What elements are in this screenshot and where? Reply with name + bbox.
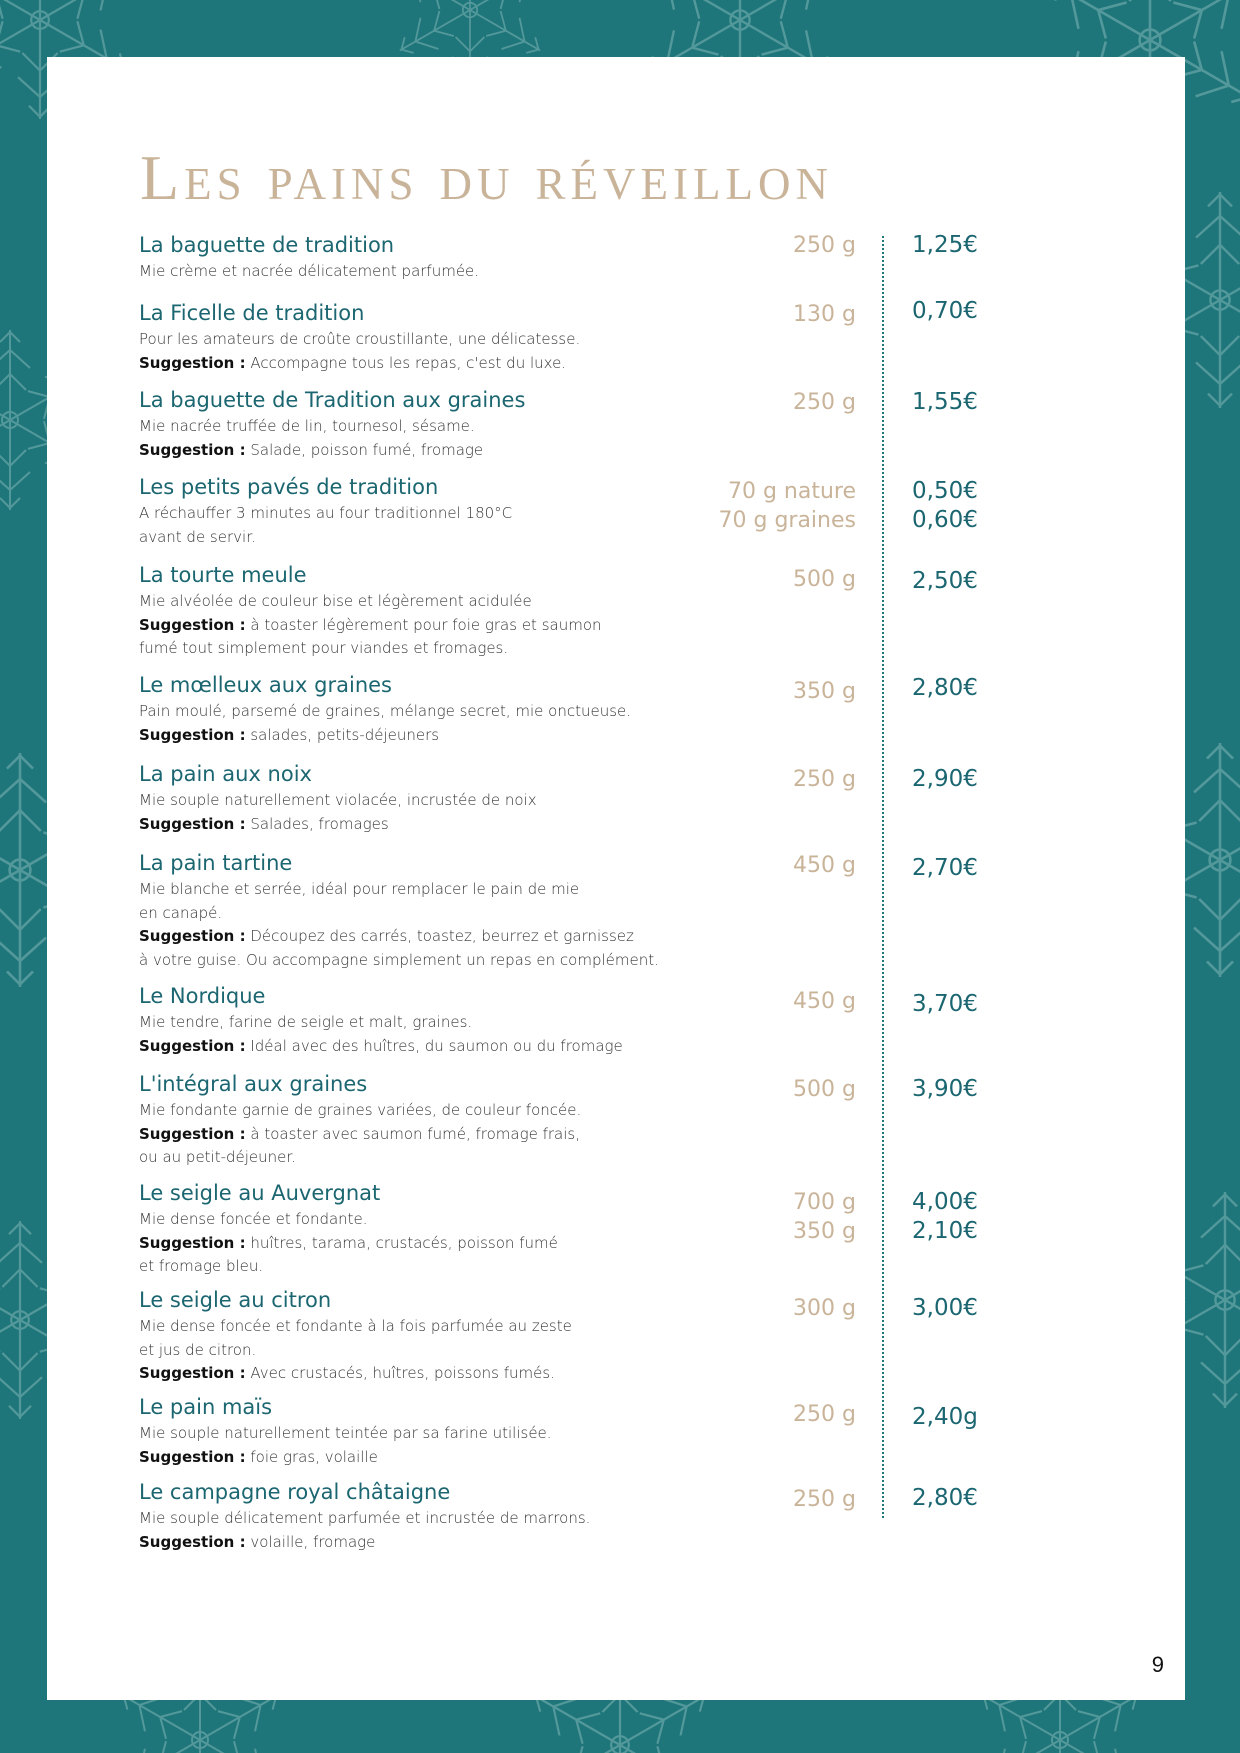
item-description-line bbox=[139, 328, 859, 352]
item-weight: 300 g bbox=[793, 1296, 856, 1321]
description-text: fumé tout simplement pour viandes et fromages. bbox=[139, 639, 509, 657]
description-text: avant de servir. bbox=[139, 527, 256, 546]
menu-item bbox=[139, 761, 859, 836]
page-title: Les pains du réveillon bbox=[140, 142, 833, 213]
item-price: 2,80€ bbox=[912, 1485, 978, 1511]
item-price: 3,90€ bbox=[912, 1076, 978, 1102]
description-text: Mie souple délicatement parfumée et incrustée de marrons. bbox=[139, 1509, 591, 1527]
item-price: 4,00€ bbox=[912, 1189, 978, 1215]
item-name: Le seigle au Auvergnat bbox=[139, 1181, 381, 1205]
description-text: à votre guise. Ou accompagne simplement un repas en complément. bbox=[139, 950, 659, 969]
description-text: Accompagne tous les repas, c'est du luxe. bbox=[250, 353, 567, 372]
item-description-line bbox=[139, 878, 859, 902]
menu-item bbox=[139, 232, 859, 284]
description-text: volaille, fromage bbox=[250, 1532, 376, 1551]
item-description-line bbox=[139, 614, 859, 638]
item-weights bbox=[793, 1294, 856, 1323]
item-description-line bbox=[139, 415, 859, 439]
description-text: Salade, poisson fumé, fromage bbox=[250, 440, 484, 459]
suggestion-label: Suggestion : bbox=[139, 814, 246, 833]
item-name: La pain aux noix bbox=[139, 762, 312, 786]
item-prices bbox=[912, 1188, 978, 1246]
description-text: Mie crème et nacrée délicatement parfumée. bbox=[139, 262, 480, 280]
item-name: Le Nordique bbox=[139, 984, 266, 1008]
description-text: Mie nacrée truffée de lin, tournesol, sésame. bbox=[139, 417, 475, 435]
item-price: 2,70€ bbox=[912, 855, 978, 881]
item-weight: 70 g nature bbox=[727, 479, 856, 504]
item-name: Les petits pavés de tradition bbox=[139, 475, 439, 499]
suggestion-label: Suggestion : bbox=[139, 1036, 246, 1055]
item-name: Le pain maïs bbox=[139, 1395, 273, 1419]
item-weight: 700 g bbox=[793, 1190, 856, 1215]
item-weights bbox=[793, 231, 856, 260]
item-prices bbox=[912, 297, 978, 326]
suggestion-label: Suggestion : bbox=[139, 725, 246, 744]
item-prices bbox=[912, 567, 978, 596]
suggestion-label: Suggestion : bbox=[139, 927, 246, 945]
item-prices bbox=[912, 1484, 978, 1513]
item-description-line bbox=[139, 1146, 859, 1170]
description-text: Découpez des carrés, toastez, beurrez et garnissez bbox=[250, 927, 634, 945]
item-name: La baguette de tradition bbox=[139, 233, 395, 257]
item-weight: 250 g bbox=[793, 390, 856, 415]
suggestion-label: Suggestion : bbox=[139, 353, 246, 372]
item-prices bbox=[912, 231, 978, 260]
item-weights bbox=[793, 677, 856, 706]
item-description-line bbox=[139, 700, 859, 724]
menu-item bbox=[139, 300, 859, 375]
item-price: 2,90€ bbox=[912, 766, 978, 792]
suggestion-label: Suggestion : bbox=[139, 1233, 246, 1252]
item-price: 0,70€ bbox=[912, 298, 978, 324]
item-description-line bbox=[139, 260, 859, 284]
item-weights bbox=[793, 1485, 856, 1514]
menu-item bbox=[139, 387, 859, 462]
description-text: huîtres, tarama, crustacés, poisson fumé bbox=[250, 1233, 558, 1252]
item-description-line bbox=[139, 813, 859, 837]
description-text: à toaster légèrement pour foie gras et saumon bbox=[250, 615, 602, 634]
item-weights bbox=[793, 851, 856, 880]
description-text: Mie tendre, farine de seigle et malt, graines. bbox=[139, 1013, 473, 1031]
item-weight: 450 g bbox=[793, 989, 856, 1014]
description-text: Mie fondante garnie de graines variées, de couleur foncée. bbox=[139, 1101, 582, 1119]
menu-item bbox=[139, 850, 859, 972]
item-description-line bbox=[139, 925, 859, 949]
item-description-line bbox=[139, 724, 859, 748]
item-description-line bbox=[139, 1339, 859, 1363]
menu-item bbox=[139, 1479, 859, 1554]
menu-item bbox=[139, 1287, 859, 1386]
item-price: 2,40g bbox=[912, 1404, 978, 1430]
item-weights bbox=[793, 765, 856, 794]
suggestion-label: Suggestion : bbox=[139, 440, 246, 459]
item-weights bbox=[793, 1075, 856, 1104]
description-text: en canapé. bbox=[139, 903, 223, 922]
item-description-line bbox=[139, 1446, 859, 1470]
description-text: Salades, fromages bbox=[250, 814, 389, 833]
item-price: 0,50€ bbox=[912, 478, 978, 504]
item-name: Le seigle au citron bbox=[139, 1288, 332, 1312]
item-weight: 70 g graines bbox=[718, 508, 856, 533]
item-weight: 250 g bbox=[793, 233, 856, 258]
item-name: La baguette de Tradition aux graines bbox=[139, 388, 526, 412]
item-weight: 250 g bbox=[793, 767, 856, 792]
description-text: Avec crustacés, huîtres, poissons fumés. bbox=[250, 1364, 555, 1382]
description-text: Mie dense foncée et fondante à la fois parfumée au zeste bbox=[139, 1317, 572, 1335]
item-weight: 250 g bbox=[793, 1487, 856, 1512]
item-price: 0,60€ bbox=[912, 507, 978, 533]
item-name: La tourte meule bbox=[139, 563, 307, 587]
description-text: A réchauffer 3 minutes au four traditionnel 180°C bbox=[139, 504, 513, 522]
menu-item bbox=[139, 562, 859, 661]
item-description-line bbox=[139, 949, 859, 973]
item-price: 1,55€ bbox=[912, 389, 978, 415]
menu-item bbox=[139, 1071, 859, 1170]
item-prices bbox=[912, 1403, 978, 1432]
item-price: 2,50€ bbox=[912, 568, 978, 594]
item-weight: 450 g bbox=[793, 853, 856, 878]
item-description-line bbox=[139, 789, 859, 813]
item-price: 3,00€ bbox=[912, 1295, 978, 1321]
suggestion-label: Suggestion : bbox=[139, 1364, 246, 1382]
menu-item bbox=[139, 1394, 859, 1469]
item-name: Le mœlleux aux graines bbox=[139, 673, 392, 697]
item-price: 3,70€ bbox=[912, 991, 978, 1017]
description-text: et jus de citron. bbox=[139, 1340, 257, 1359]
item-name: La Ficelle de tradition bbox=[139, 301, 365, 325]
item-description-line bbox=[139, 1362, 859, 1386]
menu-item bbox=[139, 672, 859, 747]
description-text: Pain moulé, parsemé de graines, mélange secret, mie onctueuse. bbox=[139, 702, 632, 720]
item-prices bbox=[912, 854, 978, 883]
suggestion-label: Suggestion : bbox=[139, 615, 246, 634]
item-description-line bbox=[139, 1255, 859, 1279]
item-description-line bbox=[139, 1315, 859, 1339]
item-description-line bbox=[139, 439, 859, 463]
item-description-line bbox=[139, 590, 859, 614]
item-weights bbox=[793, 565, 856, 594]
description-text: Mie souple naturellement teintée par sa farine utilisée. bbox=[139, 1424, 552, 1442]
item-description-line bbox=[139, 1123, 859, 1147]
item-weight: 250 g bbox=[793, 1402, 856, 1427]
suggestion-label: Suggestion : bbox=[139, 1124, 246, 1143]
description-text: Mie alvéolée de couleur bise et légèrement acidulée bbox=[139, 592, 532, 610]
item-description-line bbox=[139, 1531, 859, 1555]
item-weights bbox=[793, 388, 856, 417]
dotted-divider bbox=[882, 236, 884, 1518]
description-text: Pour les amateurs de croûte croustillante, une délicatesse. bbox=[139, 330, 581, 348]
item-prices bbox=[912, 1294, 978, 1323]
description-text: foie gras, volaille bbox=[250, 1447, 378, 1466]
item-weights bbox=[719, 477, 857, 535]
item-prices bbox=[912, 990, 978, 1019]
item-weights bbox=[793, 300, 856, 329]
description-text: salades, petits-déjeuners bbox=[250, 725, 440, 744]
item-description-line bbox=[139, 352, 859, 376]
item-description-line bbox=[139, 1035, 859, 1059]
item-weight: 500 g bbox=[793, 567, 856, 592]
item-weight: 500 g bbox=[793, 1077, 856, 1102]
item-prices bbox=[912, 388, 978, 417]
item-weight: 130 g bbox=[793, 302, 856, 327]
item-description-line bbox=[139, 1422, 859, 1446]
item-weights bbox=[793, 1188, 856, 1246]
item-price: 2,10€ bbox=[912, 1218, 978, 1244]
item-weight: 350 g bbox=[793, 1219, 856, 1244]
item-weights bbox=[793, 987, 856, 1016]
item-description-line bbox=[139, 1232, 859, 1256]
item-description-line bbox=[139, 637, 859, 661]
menu-item bbox=[139, 1180, 859, 1279]
description-text: Mie blanche et serrée, idéal pour remplacer le pain de mie bbox=[139, 880, 580, 898]
suggestion-label: Suggestion : bbox=[139, 1532, 246, 1551]
page-number: 9 bbox=[1151, 1652, 1164, 1677]
item-name: Le campagne royal châtaigne bbox=[139, 1480, 451, 1504]
item-name: La pain tartine bbox=[139, 851, 293, 875]
item-prices bbox=[912, 765, 978, 794]
item-price: 1,25€ bbox=[912, 232, 978, 258]
description-text: à toaster avec saumon fumé, fromage frais, bbox=[250, 1124, 580, 1143]
item-prices bbox=[912, 477, 978, 535]
item-weight: 350 g bbox=[793, 679, 856, 704]
description-text: et fromage bleu. bbox=[139, 1257, 264, 1275]
item-description-line bbox=[139, 1208, 859, 1232]
item-description-line bbox=[139, 1011, 859, 1035]
item-description-line bbox=[139, 1099, 859, 1123]
item-price: 2,80€ bbox=[912, 675, 978, 701]
item-prices bbox=[912, 1075, 978, 1104]
suggestion-label: Suggestion : bbox=[139, 1447, 246, 1466]
item-weights bbox=[793, 1400, 856, 1429]
item-description-line bbox=[139, 902, 859, 926]
description-text: Mie dense foncée et fondante. bbox=[139, 1210, 368, 1228]
item-description-line bbox=[139, 1507, 859, 1531]
description-text: Idéal avec des huîtres, du saumon ou du fromage bbox=[250, 1036, 623, 1055]
item-prices bbox=[912, 674, 978, 703]
item-name: L'intégral aux graines bbox=[139, 1072, 368, 1096]
description-text: ou au petit-déjeuner. bbox=[139, 1148, 296, 1166]
description-text: Mie souple naturellement violacée, incrustée de noix bbox=[139, 791, 537, 809]
menu-item bbox=[139, 983, 859, 1058]
